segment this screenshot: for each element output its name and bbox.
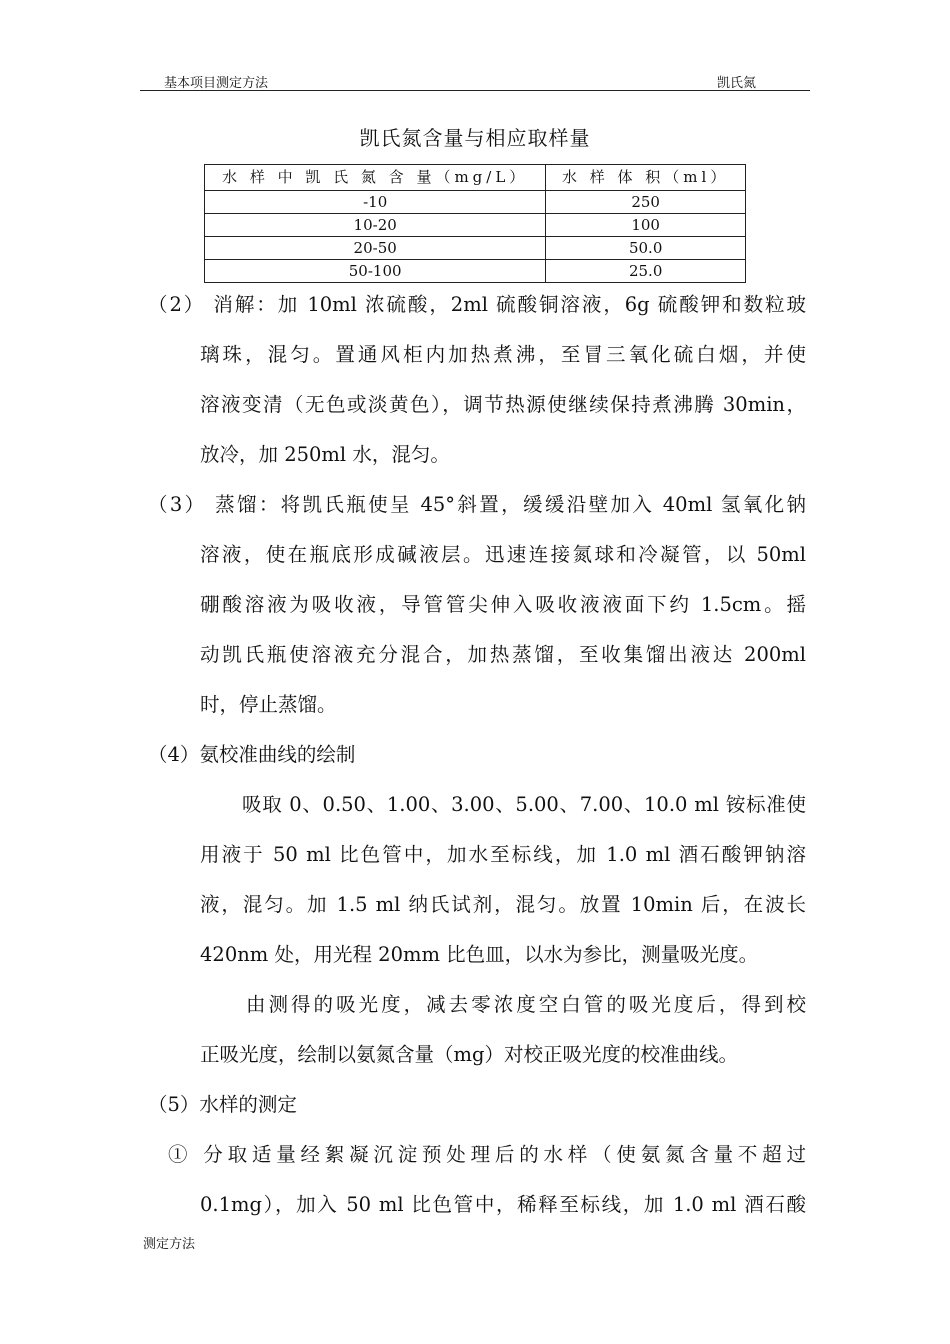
table-header-row <box>205 165 746 191</box>
table-row <box>205 191 746 214</box>
text-line: 0.1mg），加入 50 ml 比色管中，稀释至标线，加 1.0 ml 酒石酸 <box>200 1193 806 1216</box>
text-line: 动凯氏瓶使溶液充分混合，加热蒸馏，至收集馏出液达 200ml <box>200 643 806 666</box>
text-line: 正吸光度，绘制以氨氮含量（mg）对校正吸光度的校准曲线。 <box>200 1043 738 1066</box>
page-header <box>140 70 810 91</box>
table-header-cell: 水 样 体 积（ml） <box>546 165 746 191</box>
table-cell: -10 <box>205 191 546 214</box>
table-row <box>205 237 746 260</box>
section-heading: （5）水样的测定 <box>148 1093 297 1116</box>
text-line: 放冷，加 250ml 水，混匀。 <box>200 443 450 466</box>
text-line: 硼酸溶液为吸收液，导管管尖伸入吸收液液面下约 1.5cm。摇 <box>200 593 806 616</box>
page-footer: 测定方法 <box>143 1237 196 1252</box>
text-line: 液，混匀。加 1.5 ml 纳氏试剂，混匀。放置 10min 后，在波长 <box>200 893 806 916</box>
table-cell: 25.0 <box>546 260 746 283</box>
text-line: 溶液变清（无色或淡黄色），调节热源使继续保持煮沸腾 30min， <box>200 393 806 416</box>
header-chapter-title: 凯氏氮 <box>716 76 756 91</box>
text-line: 吸取 0、0.50、1.00、3.00、5.00、7.00、10.0 ml 铵标准使 <box>242 793 806 816</box>
table-cell: 20-50 <box>205 237 546 260</box>
text-line: 420nm 处，用光程 20mm 比色皿，以水为参比，测量吸光度。 <box>200 943 759 966</box>
table-cell: 10-20 <box>205 214 546 237</box>
header-section-title: 基本项目测定方法 <box>164 76 269 91</box>
table-cell: 100 <box>546 214 746 237</box>
section-heading: （4）氨校准曲线的绘制 <box>148 743 356 766</box>
text-line: （2） 消解：加 10ml 浓硫酸，2ml 硫酸铜溶液，6g 硫酸钾和数粒玻 <box>148 293 806 316</box>
text-line: （3） 蒸馏：将凯氏瓶使呈 45°斜置，缓缓沿壁加入 40ml 氢氧化钠 <box>148 493 806 516</box>
table-cell: 250 <box>546 191 746 214</box>
table-title: 凯氏氮含量与相应取样量 <box>359 126 591 150</box>
table-header-cell: 水 样 中 凯 氏 氮 含 量（mg/L） <box>205 165 546 191</box>
text-line: ① 分取适量经絮凝沉淀预处理后的水样（使氨氮含量不超过 <box>168 1143 806 1166</box>
table-row <box>205 214 746 237</box>
sample-volume-table <box>204 164 746 283</box>
text-line: 由测得的吸光度，减去零浓度空白管的吸光度后，得到校 <box>246 993 806 1016</box>
table-cell: 50.0 <box>546 237 746 260</box>
table-cell: 50-100 <box>205 260 546 283</box>
text-line: 溶液，使在瓶底形成碱液层。迅速连接氮球和冷凝管，以 50ml <box>200 543 806 566</box>
text-line: 用液于 50 ml 比色管中，加水至标线，加 1.0 ml 酒石酸钾钠溶 <box>200 843 806 866</box>
text-line: 时，停止蒸馏。 <box>200 693 337 716</box>
text-line: 璃珠，混匀。置通风柜内加热煮沸，至冒三氧化硫白烟，并使 <box>200 343 806 366</box>
